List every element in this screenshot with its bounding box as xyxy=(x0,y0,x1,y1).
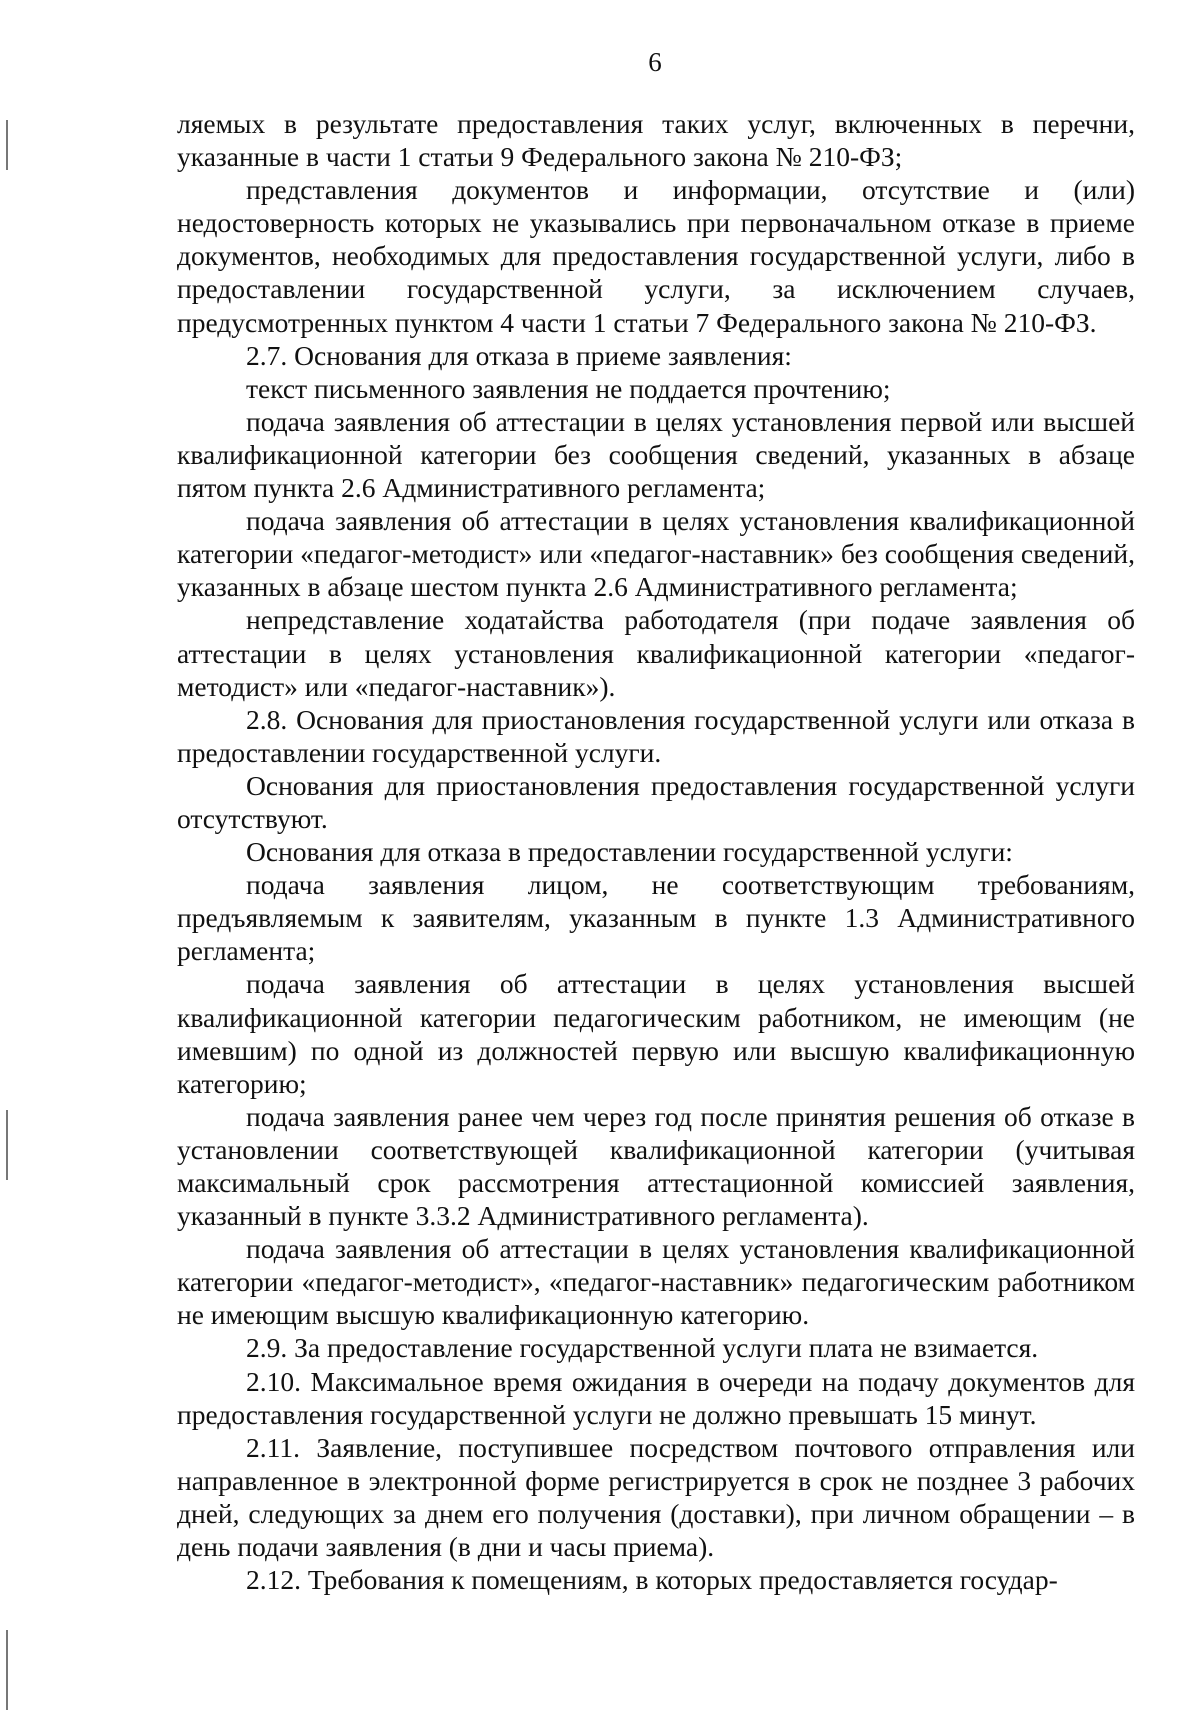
paragraph: 2.8. Основания для приостановления государственной услуги или отказа в предоставлении государственной услуги. xyxy=(177,703,1135,768)
paragraph: 2.10. Максимальное время ожидания в очереди на подачу документов для предоставления государственной услуги не должно превышать 15 минут. xyxy=(177,1365,1135,1430)
paragraph: Основания для приостановления предоставления государственной услуги отсутствуют. xyxy=(177,769,1135,834)
paragraph: Основания для отказа в предоставлении государственной услуги: xyxy=(246,836,1013,868)
scan-edge-mark xyxy=(6,120,8,170)
page-number: 6 xyxy=(648,47,662,77)
paragraph: текст письменного заявления не поддается прочтению; xyxy=(246,372,891,404)
paragraph: подача заявления ранее чем через год после принятия решения об отказе в установлении соответствующей квалификационной категории (учитывая максимальный срок рассмотрения аттестационной комиссией заявления, указанный в пункте 3.3.2 Административного регламента). xyxy=(177,1100,1135,1232)
paragraph: подача заявления об аттестации в целях установления квалификационной категории «педагог-методист», «педагог-наставник» педагогическим работником не имеющим высшую квалификационную категорию. xyxy=(177,1233,1135,1331)
scan-edge-mark xyxy=(6,1630,8,1710)
paragraph: подача заявления лицом, не соответствующим требованиям, предъявляемым к заявителям, указанным в пункте 1.3 Административного регламента; xyxy=(177,869,1135,967)
paragraph: 2.12. Требования к помещениям, в которых предоставляется государ- xyxy=(246,1564,1058,1596)
paragraph: ляемых в результате предоставления таких услуг, включенных в перечни, указанные в части 1 статьи 9 Федерального закона № 210-ФЗ; xyxy=(177,108,1135,173)
paragraph: подача заявления об аттестации в целях установления высшей квалификационной категории педагогическим работником, не имеющим (не имевшим) по одной из должностей первую или высшую квалификационную категорию; xyxy=(177,968,1135,1099)
paragraph: непредставление ходатайства работодателя (при подаче заявления об аттестации в целях установления квалификационной категории «педагог-методист» или «педагог-наставник»). xyxy=(177,604,1135,702)
document-body xyxy=(177,107,1135,1596)
paragraph: подача заявления об аттестации в целях установления первой или высшей квалификационной категории без сообщения сведений, указанных в абзаце пятом пункта 2.6 Административного регламента; xyxy=(177,405,1135,504)
paragraph: 2.11. Заявление, поступившее посредством почтового отправления или направленное в электронной форме регистрируется в срок не позднее 3 рабочих дней, следующих за днем его получения (доставки), при личном обращении – в день подачи заявления (в дни и часы приема). xyxy=(177,1431,1135,1563)
scan-edge-mark xyxy=(6,1110,8,1180)
paragraph: 2.9. За предоставление государственной услуги плата не взимается. xyxy=(246,1332,1039,1364)
paragraph: 2.7. Основания для отказа в приеме заявления: xyxy=(246,339,792,371)
paragraph: представления документов и информации, отсутствие и (или) недостоверность которых не указывались при первоначальном отказе в приеме документов, необходимых для предоставления государственной услуги, либо в предоставлении государственной услуги, за исключением случаев, предусмотренных пунктом 4 части 1 статьи 7 Федерального закона № 210-ФЗ. xyxy=(177,174,1135,338)
paragraph: подача заявления об аттестации в целях установления квалификационной категории «педагог-методист» или «педагог-наставник» без сообщения сведений, указанных в абзаце шестом пункта 2.6 Административного регламента; xyxy=(177,505,1135,603)
